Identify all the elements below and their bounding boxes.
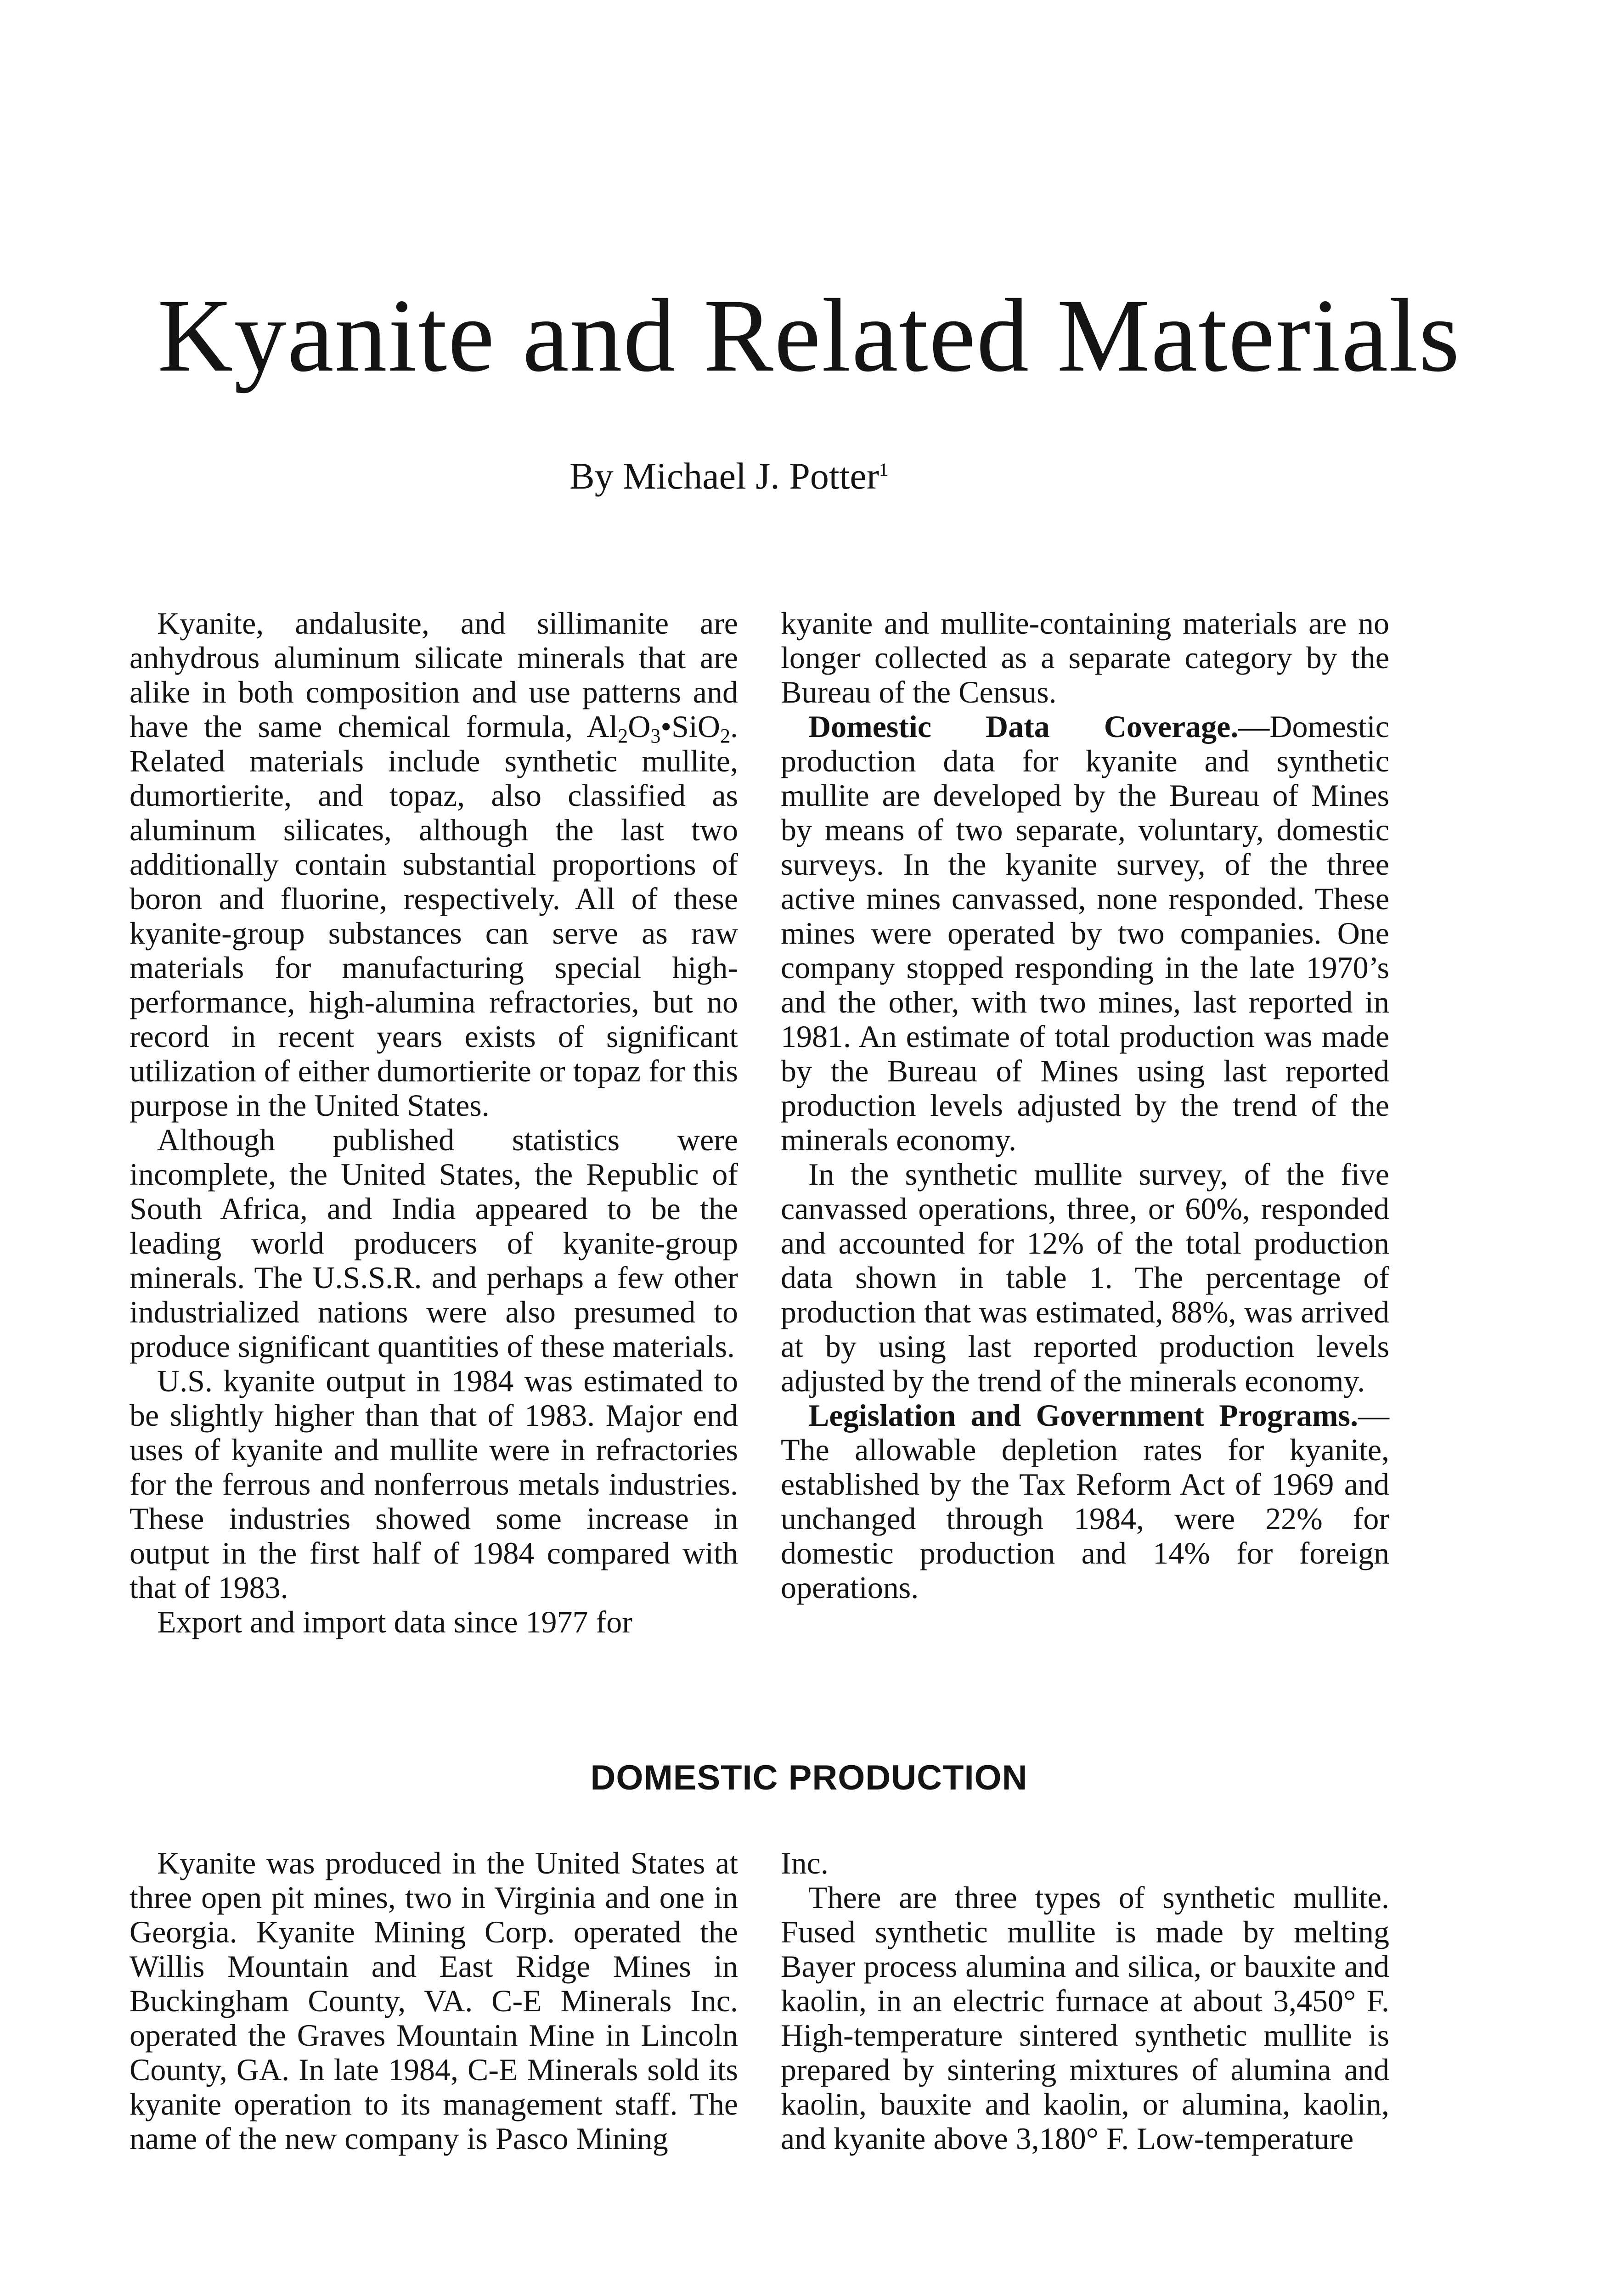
mullite-types-paragraph: There are three types of synthetic mullite. Fused synthetic mullite is made by melting Bayer process alumina and silica, or bauxite and kaolin, in an electric furnace at about 3,450° F. High-temperature sintered synthetic mullite is prepared by sintering mixtures of alumina and kaolin, bauxite and kaolin, or alumina, kaolin, and kyanite above 3,180° F. Low-temperature — [781, 1880, 1389, 2156]
data-coverage-heading: Domestic Data Coverage. — [808, 709, 1239, 744]
byline — [569, 455, 888, 498]
intro-paragraph-3: U.S. kyanite output in 1984 was estimated to be slightly higher than that of 1983. Major end uses of kyanite and mullite were in refractories for the ferrous and nonferrous metals industries. These industries showed some increase in output in the first half of 1984 compared with that of 1983. — [130, 1363, 738, 1605]
article-title: Kyanite and Related Materials — [157, 278, 1461, 394]
domestic-column-right — [781, 1846, 1389, 2156]
intro-column-right — [781, 606, 1389, 1605]
legislation-paragraph: Legislation and Government Programs.—The allowable depletion rates for kyanite, established by the Tax Reform Act of 1969 and unchanged through 1984, were 22% for domestic production and 14% for foreign operations. — [781, 1398, 1389, 1605]
footnote-mark: 1 — [879, 459, 889, 480]
intro-column-left — [130, 606, 738, 1639]
domestic-continued-paragraph: Inc. — [781, 1846, 829, 1880]
author-name: By Michael J. Potter — [569, 455, 879, 497]
legislation-heading: Legislation and Government Programs. — [808, 1398, 1358, 1433]
intro-continued-paragraph: kyanite and mullite-containing materials are no longer collected as a separate category by the Bureau of the Census. — [781, 606, 1389, 709]
domestic-paragraph-1: Kyanite was produced in the United States at three open pit mines, two in Virginia and one in Georgia. Kyanite Mining Corp. operated the Willis Mountain and East Ridge Mines in Buckingham County, VA. C-E Minerals Inc. operated the Graves Mountain Mine in Lincoln County, GA. In late 1984, C-E Minerals sold its kyanite operation to its management staff. The name of the new company is Pasco Mining — [130, 1846, 738, 2156]
intro-paragraph-2: Although published statistics were incomplete, the United States, the Republic of South Africa, and India appeared to be the leading world producers of kyanite-group minerals. The U.S.S.R. and perhaps a few other industrialized nations were also presumed to produce significant quantities of these materials. — [130, 1122, 738, 1364]
domestic-column-left — [130, 1846, 738, 2156]
intro-paragraph-4: Export and import data since 1977 for — [157, 1604, 632, 1639]
mullite-survey-paragraph: In the synthetic mullite survey, of the five canvassed operations, three, or 60%, responded and accounted for 12% of the total production data shown in table 1. The percentage of production that was estimated, 88%, was arrived at by using last reported production levels adjusted by the trend of the minerals economy. — [781, 1157, 1389, 1398]
intro-paragraph-1: Kyanite, andalusite, and sillimanite are anhydrous aluminum silicate minerals that are alike in both composition and use patterns and have the same chemical formula, $Al_2O_3•SiO_2$. Related materials include synthetic mullite, dumortierite, and topaz, also classified as aluminum silicates, although the last two additionally contain substantial proportions of boron and fluorine, respectively. All of these kyanite-group substances can serve as raw materials for manufacturing special high-performance, high-alumina refractories, but no record in recent years exists of significant utilization of either dumortierite or topaz for this purpose in the United States. — [130, 606, 738, 1123]
section-heading-domestic-production: DOMESTIC PRODUCTION — [590, 1758, 1028, 1797]
data-coverage-paragraph: Domestic Data Coverage.—Domestic production data for kyanite and synthetic mullite are developed by the Bureau of Mines by means of two separate, voluntary, domestic surveys. In the kyanite survey, of the three active mines canvassed, none responded. These mines were operated by two companies. One company stopped responding in the late 1970’s and the other, with two mines, last reported in 1981. An estimate of total production was made by the Bureau of Mines using last reported production levels adjusted by the trend of the minerals economy. — [781, 709, 1389, 1157]
